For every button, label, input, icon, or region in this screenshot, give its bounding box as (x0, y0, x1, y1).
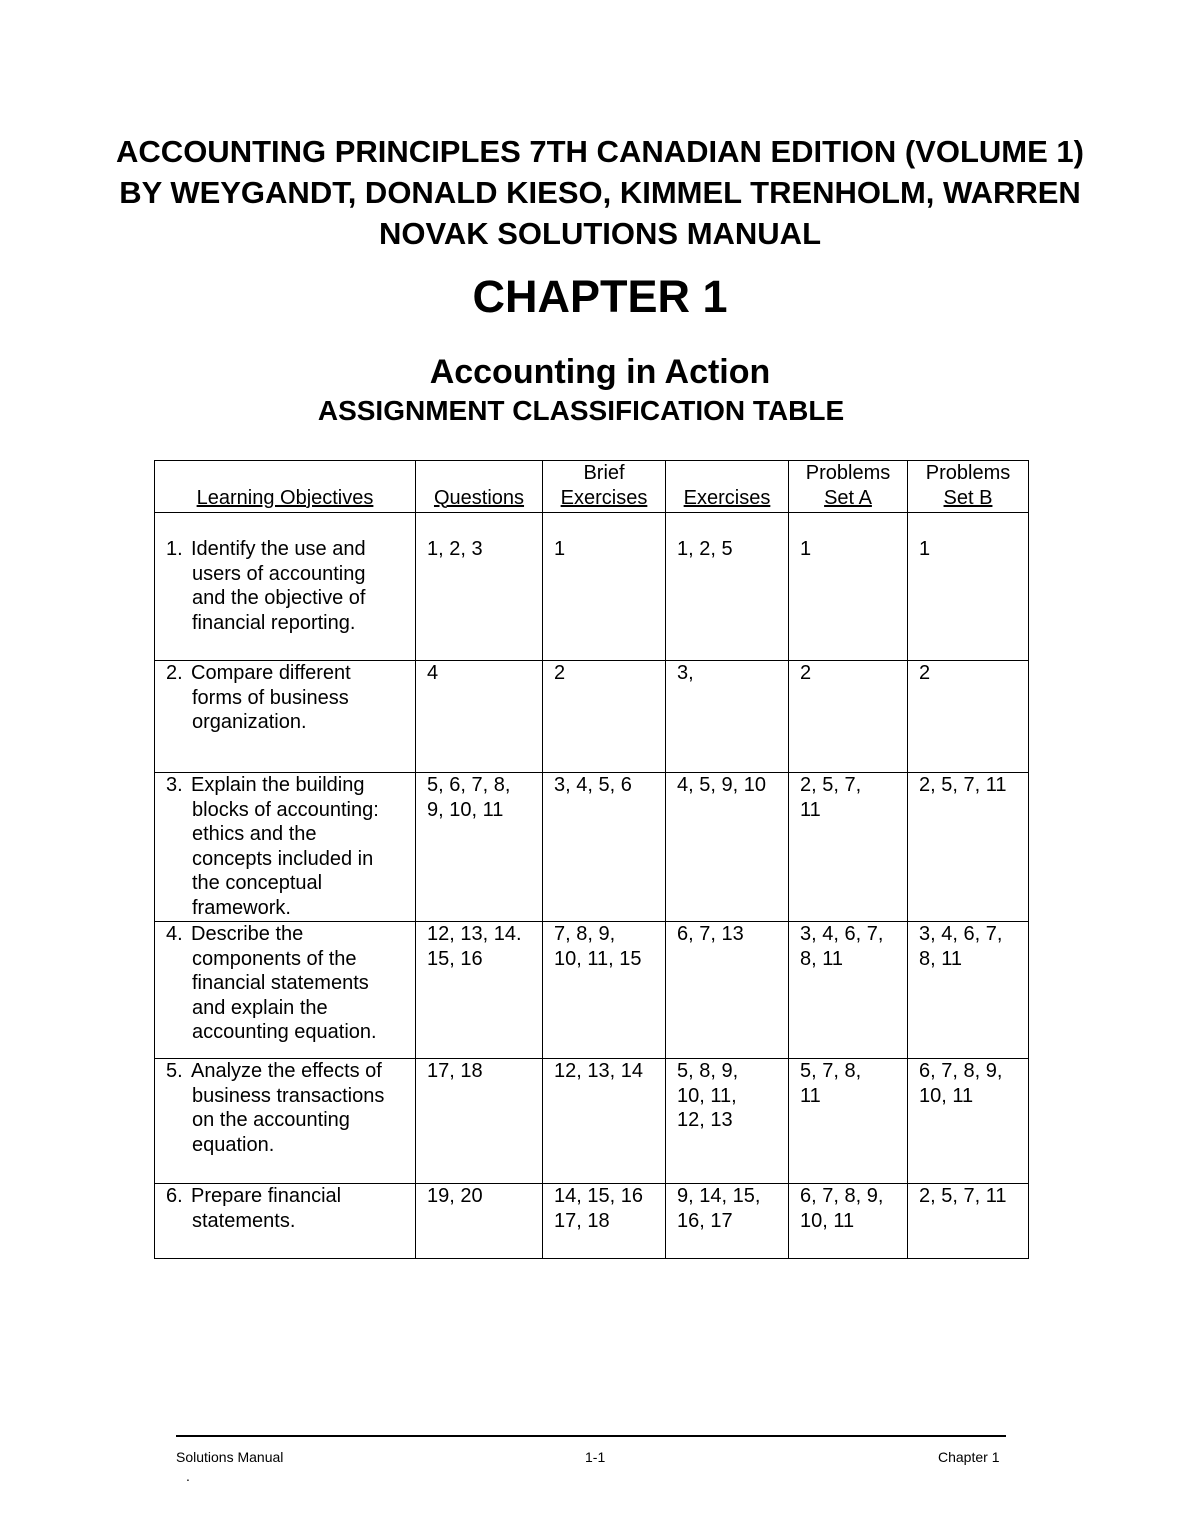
chapter-subtitle: Accounting in Action (429, 353, 771, 391)
table-row (155, 513, 1029, 661)
footer-page-number: 1-1 (585, 1449, 606, 1465)
brief-exercises-cell: 1 (543, 513, 666, 661)
exercises-cell: 5, 8, 9, 10, 11, 12, 13 (666, 1059, 789, 1184)
table-row (155, 1059, 1029, 1184)
problems-set-b-cell: 2 (908, 661, 1029, 773)
footer-divider (176, 1435, 1006, 1437)
assignment-classification-table (154, 460, 1029, 1259)
brief-exercises-cell: 3, 4, 5, 6 (543, 773, 666, 922)
brief-exercises-cell: 14, 15, 16 17, 18 (543, 1184, 666, 1259)
problems-set-a-cell: 1 (789, 513, 908, 661)
col-header-brief-exercises: Brief Exercises (543, 461, 666, 513)
learning-objective-cell: 6. Prepare financial statements. (155, 1184, 416, 1259)
questions-cell: 5, 6, 7, 8, 9, 10, 11 (416, 773, 543, 922)
table-header-row (155, 461, 1029, 513)
brief-exercises-cell: 2 (543, 661, 666, 773)
exercises-cell: 1, 2, 5 (666, 513, 789, 661)
learning-objective-cell: 3. Explain the building blocks of accounting: ethics and the concepts included in the conceptual framework. (155, 773, 416, 922)
col-header-problems-set-a: Problems Set A (789, 461, 908, 513)
title-line-1: ACCOUNTING PRINCIPLES 7TH CANADIAN EDITION (VOLUME 1) (116, 134, 1084, 169)
problems-set-b-cell: 3, 4, 6, 7, 8, 11 (908, 922, 1029, 1059)
brief-exercises-cell: 7, 8, 9, 10, 11, 15 (543, 922, 666, 1059)
chapter-heading: CHAPTER 1 (472, 271, 728, 322)
problems-set-b-cell: 6, 7, 8, 9, 10, 11 (908, 1059, 1029, 1184)
table-row (155, 1184, 1029, 1259)
table-title: ASSIGNMENT CLASSIFICATION TABLE (317, 395, 845, 426)
footer-manual-label: Solutions Manual (176, 1449, 284, 1465)
questions-cell: 4 (416, 661, 543, 773)
problems-set-a-cell: 2, 5, 7, 11 (789, 773, 908, 922)
learning-objective-cell: 1. Identify the use and users of accounting and the objective of financial reporting. (155, 513, 416, 661)
learning-objective-cell: 5. Analyze the effects of business transactions on the accounting equation. (155, 1059, 416, 1184)
brief-exercises-cell: 12, 13, 14 (543, 1059, 666, 1184)
exercises-cell: 3, (666, 661, 789, 773)
col-header-problems-set-b: Problems Set B (908, 461, 1029, 513)
footer-chapter-label: Chapter 1 (938, 1449, 1000, 1465)
col-header-questions: Questions (416, 461, 543, 513)
questions-cell: 17, 18 (416, 1059, 543, 1184)
footer-dot: . (186, 1468, 190, 1484)
problems-set-a-cell: 5, 7, 8, 11 (789, 1059, 908, 1184)
learning-objective-cell: 2. Compare different forms of business organization. (155, 661, 416, 773)
problems-set-b-cell: 2, 5, 7, 11 (908, 1184, 1029, 1259)
questions-cell: 19, 20 (416, 1184, 543, 1259)
title-line-2: BY WEYGANDT, DONALD KIESO, KIMMEL TRENHOLM, WARREN (119, 175, 1081, 210)
questions-cell: 1, 2, 3 (416, 513, 543, 661)
exercises-cell: 4, 5, 9, 10 (666, 773, 789, 922)
problems-set-a-cell: 2 (789, 661, 908, 773)
col-header-learning-objectives: Learning Objectives (155, 461, 416, 513)
problems-set-a-cell: 6, 7, 8, 9, 10, 11 (789, 1184, 908, 1259)
title-line-3: NOVAK SOLUTIONS MANUAL (378, 216, 822, 251)
exercises-cell: 6, 7, 13 (666, 922, 789, 1059)
exercises-cell: 9, 14, 15, 16, 17 (666, 1184, 789, 1259)
document-title (0, 131, 1190, 254)
col-header-exercises: Exercises (666, 461, 789, 513)
table-row (155, 661, 1029, 773)
table-row (155, 922, 1029, 1059)
questions-cell: 12, 13, 14. 15, 16 (416, 922, 543, 1059)
problems-set-b-cell: 2, 5, 7, 11 (908, 773, 1029, 922)
table-row (155, 773, 1029, 922)
learning-objective-cell: 4. Describe the components of the financial statements and explain the accounting equation. (155, 922, 416, 1059)
problems-set-a-cell: 3, 4, 6, 7, 8, 11 (789, 922, 908, 1059)
problems-set-b-cell: 1 (908, 513, 1029, 661)
